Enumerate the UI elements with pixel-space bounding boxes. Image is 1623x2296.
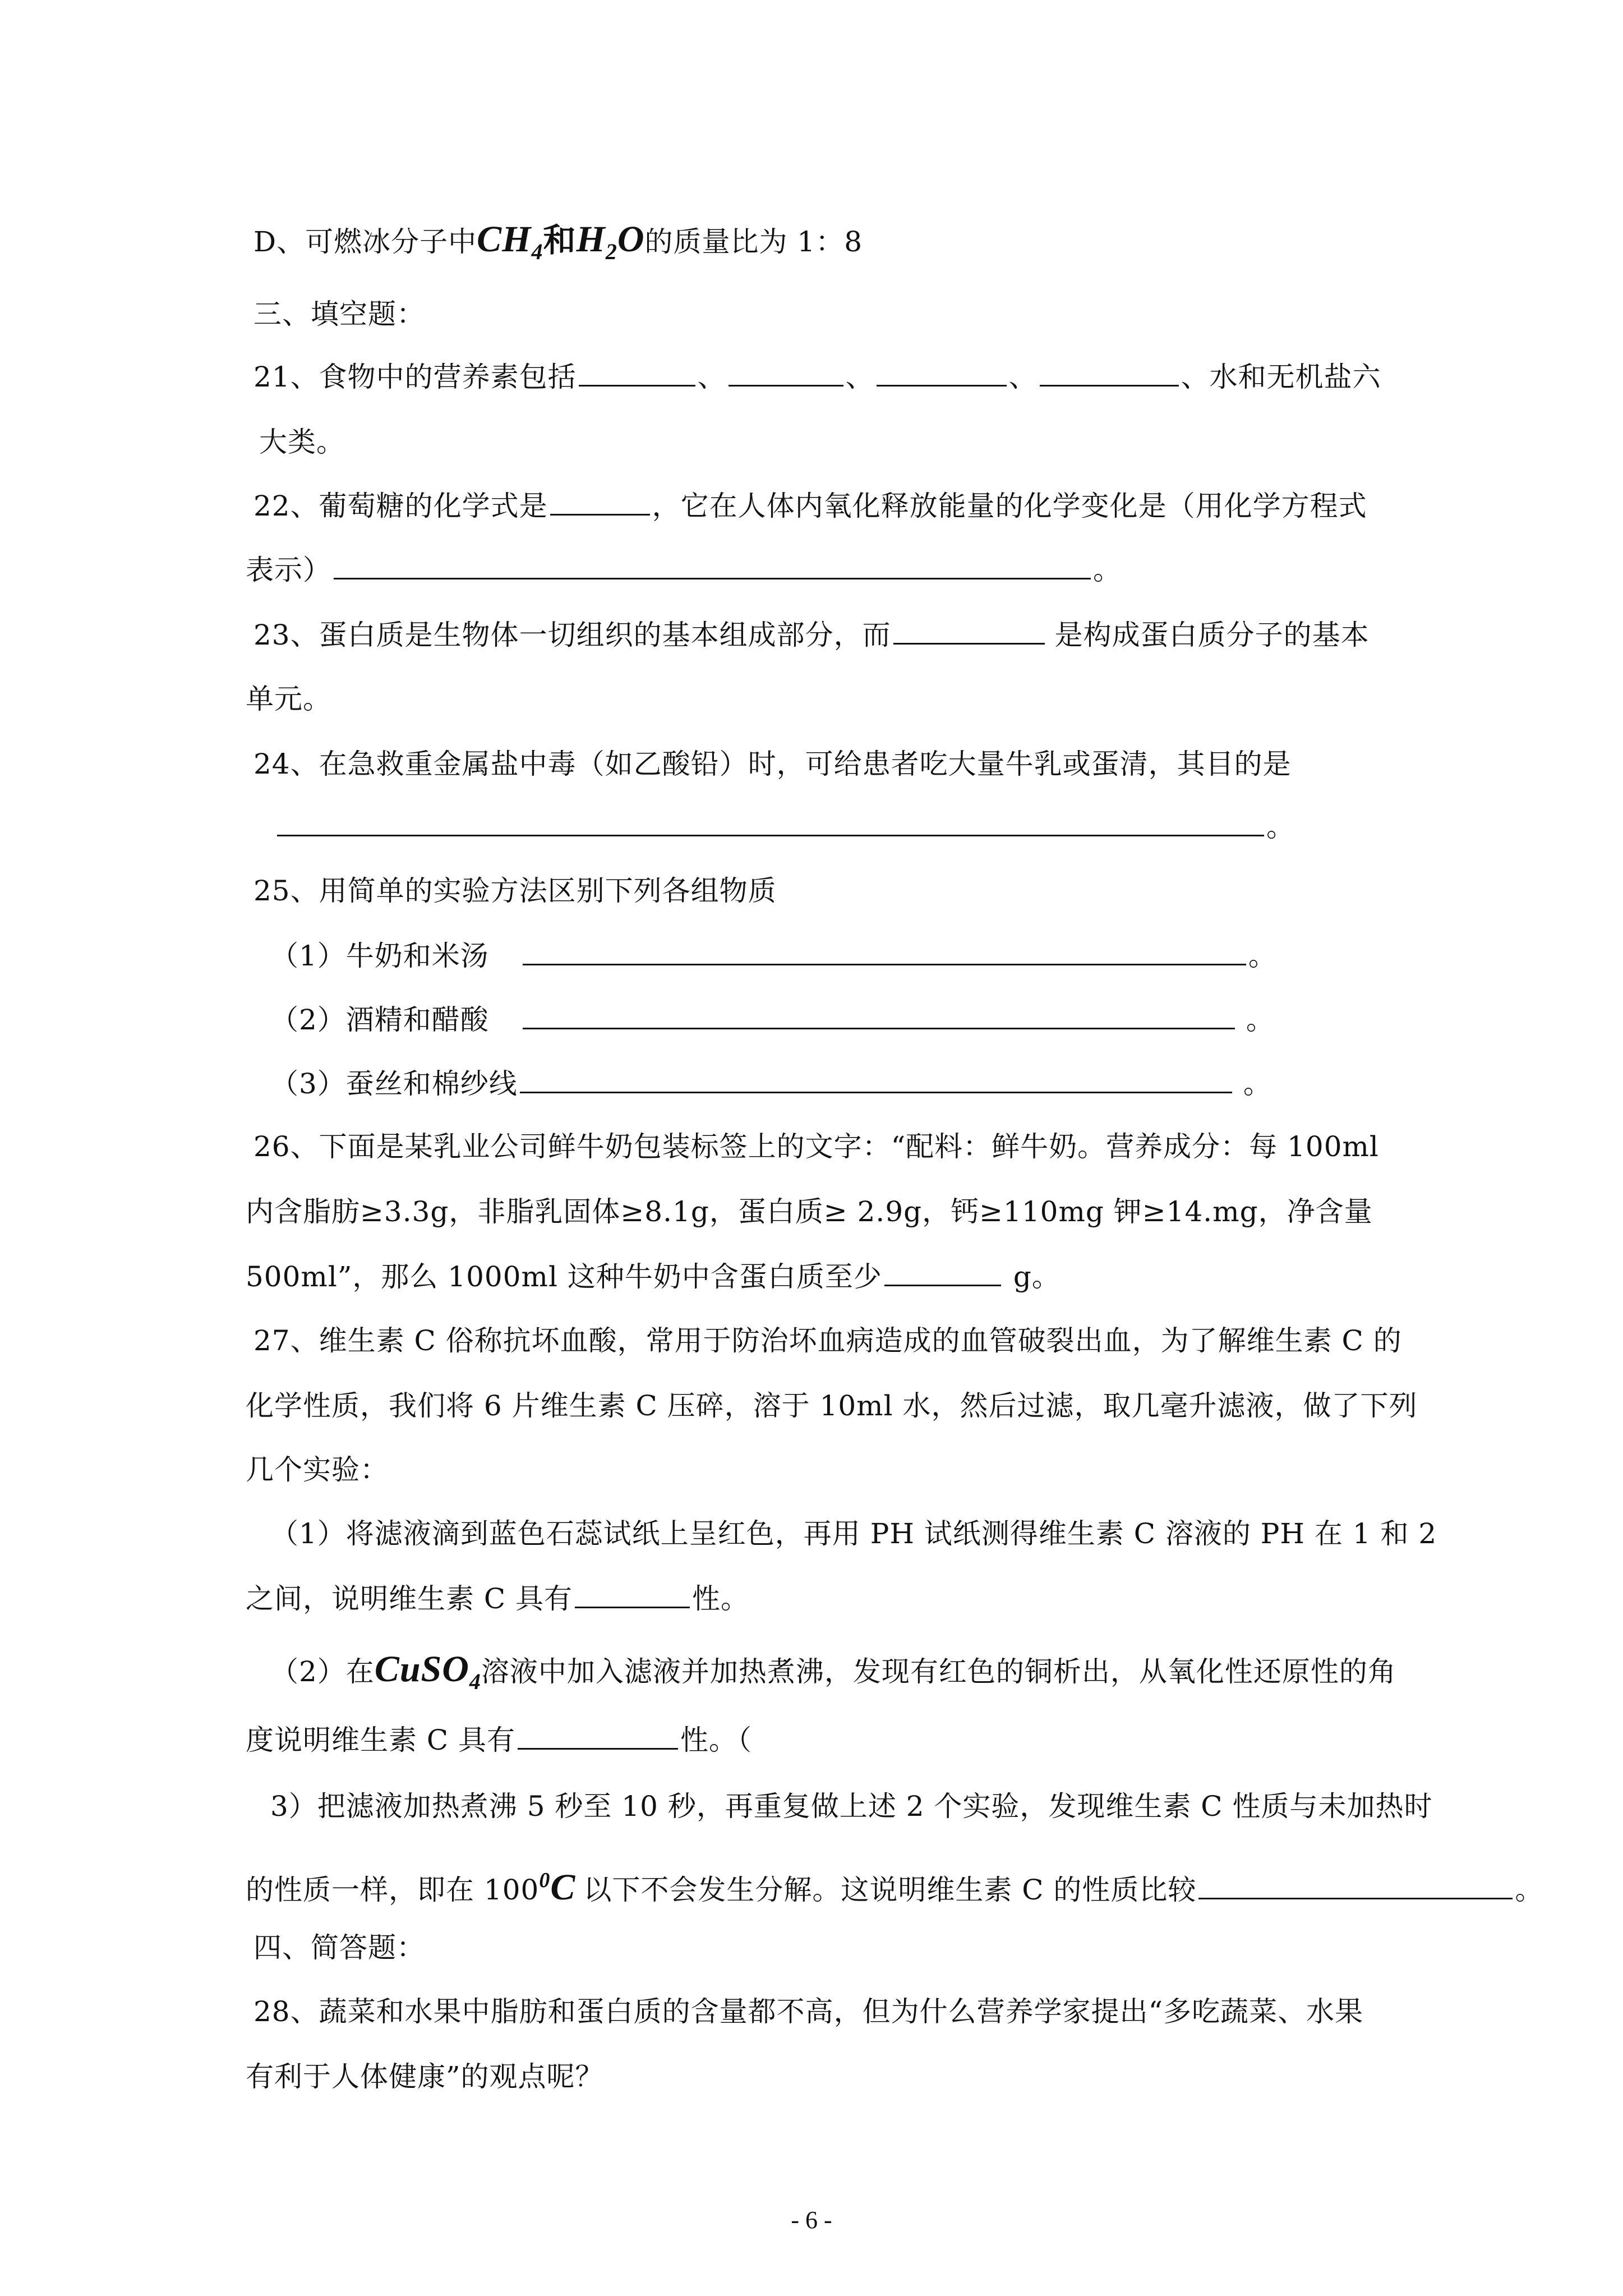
q27-part1-line1: （1）将滤液滴到蓝色石蕊试纸上呈红色，再用 PH 试纸测得维生素 C 溶液的 PH 在 1 和 2 — [270, 1517, 1437, 1550]
q27-part3-blank[interactable] — [1198, 1873, 1513, 1899]
q21-line1: 21、食物中的营养素包括 、 、 、 、水和无机盐六 — [253, 361, 1381, 393]
q22-equation-blank[interactable] — [334, 553, 1091, 579]
q23-line1: 23、蛋白质是生物体一切组织的基本组成部分，而 是构成蛋白质分子的基本 — [253, 619, 1370, 651]
q27-part2-line2: 度说明维生素 C 具有 性。（ — [246, 1724, 753, 1756]
q27-part1-blank[interactable] — [575, 1582, 690, 1608]
degree-celsius: $^0$C — [539, 1867, 576, 1908]
q25-item-3: （3）蚕丝和棉纱线 。 — [270, 1068, 1272, 1100]
q27-part2-line1: （2）在CuSO$_4$溶液中加入滤液并加热煮沸，发现有红色的铜析出，从氧化性还原性的角 — [270, 1649, 1396, 1694]
q28-line2: 有利于人体健康”的观点呢？ — [246, 2060, 604, 2093]
page-number: - 6 - — [791, 2206, 832, 2234]
q21-line2: 大类。 — [259, 426, 345, 458]
formula-ch4-and-h2o: $CH_4$和$H_2O$ — [477, 219, 645, 264]
q27-line2: 化学性质，我们将 6 片维生素 C 压碎，溶于 10ml 水，然后过滤，取几毫升滤液，做了下列 — [246, 1389, 1418, 1422]
q23-blank[interactable] — [893, 618, 1045, 645]
q27-part1-line2: 之间，说明维生素 C 具有 性。 — [246, 1582, 750, 1615]
q22-line2: 表示） 。 — [246, 554, 1122, 586]
q24-blank[interactable] — [277, 810, 1264, 836]
q27-line3: 几个实验： — [246, 1453, 389, 1486]
q27-part3-line2: 的性质一样，即在 $100^0C$ 以下不会发生分解。这说明维生素 C 的性质比较 。 — [246, 1867, 1544, 1908]
q20-prefix: D、可燃冰分子中 — [253, 226, 477, 258]
section-4-heading: 四、简答题： — [253, 1931, 425, 1964]
q20-option-d — [253, 219, 863, 270]
q24-line2: 。 — [275, 809, 1295, 845]
q26-blank[interactable] — [884, 1260, 1001, 1286]
q28-line1: 28、蔬菜和水果中脂肪和蛋白质的含量都不高，但为什么营养学家提出“多吃蔬菜、水果 — [253, 1995, 1364, 2028]
section-3-heading: 三、填空题： — [253, 298, 425, 330]
q26-line1: 26、下面是某乳业公司鲜牛奶包装标签上的文字：“配料：鲜牛奶。营养成分：每 100ml — [253, 1130, 1379, 1163]
q20-suffix: 的质量比为 1：8 — [644, 226, 863, 258]
q22-formula-blank[interactable] — [550, 489, 650, 516]
q25-item-3-blank[interactable] — [520, 1067, 1232, 1093]
q22-line1: 22、葡萄糖的化学式是 ，它在人体内氧化释放能量的化学变化是（用化学方程式 — [253, 490, 1367, 522]
q21-blank-3[interactable] — [877, 360, 1007, 386]
q25-item-1-blank[interactable] — [523, 939, 1246, 965]
q21-blank-1[interactable] — [579, 360, 695, 386]
q27-part3-line1: 3）把滤液加热煮沸 5 秒至 10 秒，再重复做上述 2 个实验，发现维生素 C 性质与未加热时 — [270, 1790, 1433, 1823]
q25-item-2: （2）酒精和醋酸 。 — [270, 1004, 1275, 1036]
q25-lead: 25、用简单的实验方法区别下列各组物质 — [253, 875, 777, 907]
q21-blank-2[interactable] — [728, 360, 843, 386]
q25-item-1: （1）牛奶和米汤 。 — [270, 940, 1277, 972]
formula-cuso4: CuSO$_4$ — [374, 1649, 481, 1694]
q23-line2: 单元。 — [246, 683, 331, 715]
q21-blank-4[interactable] — [1040, 360, 1179, 386]
q25-item-2-blank[interactable] — [523, 1003, 1235, 1029]
q27-part2-blank[interactable] — [518, 1723, 678, 1750]
q24-line1: 24、在急救重金属盐中毒（如乙酸铅）时，可给患者吃大量牛乳或蛋清，其目的是 — [253, 748, 1292, 780]
q27-line1: 27、维生素 C 俗称抗坏血酸，常用于防治坏血病造成的血管破裂出血，为了解维生素 C 的 — [253, 1324, 1402, 1357]
q26-line3: 500ml”，那么 1000ml 这种牛奶中含蛋白质至少 g。 — [246, 1260, 1061, 1293]
q26-line2: 内含脂肪≥3.3g，非脂乳固体≥8.1g，蛋白质≥ 2.9g，钙≥110mg 钾≥14.mg，净含量 — [246, 1195, 1373, 1228]
